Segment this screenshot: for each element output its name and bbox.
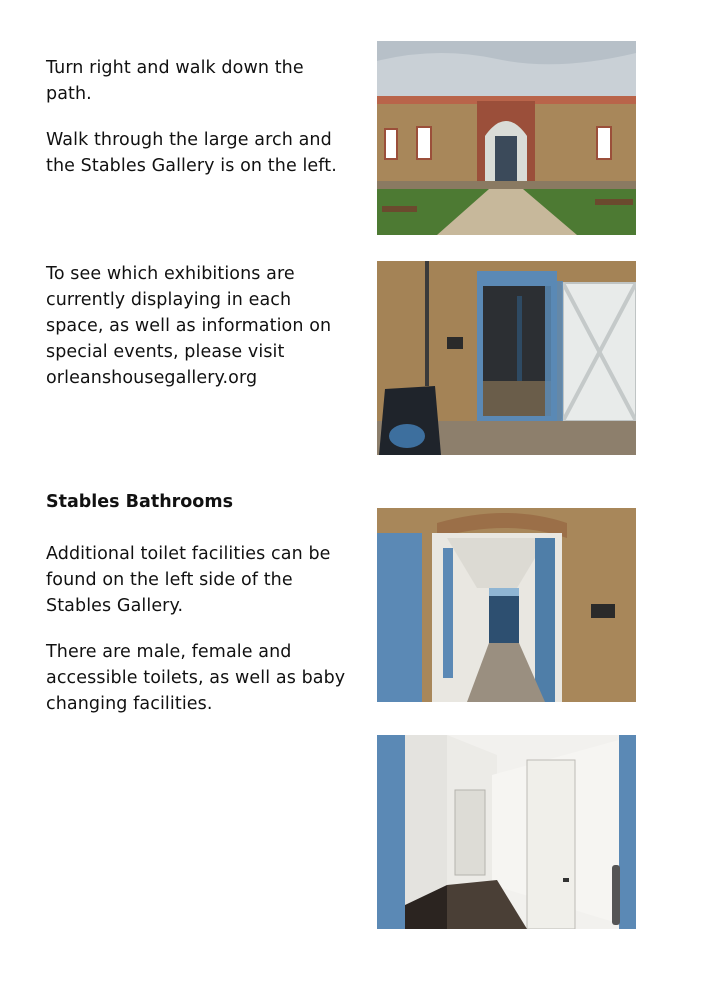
section-heading: Stables Bathrooms (46, 492, 233, 512)
direction-paragraph: Turn right and walk down the path. (46, 58, 304, 104)
bathrooms-paragraph: Additional toilet facilities can be found on the left side of the Stables Gallery. (46, 544, 331, 616)
photo-gallery-entrance (377, 261, 636, 455)
bathrooms-block (46, 489, 346, 737)
direction-paragraph: Walk through the large arch and the Stables Gallery is on the left. (46, 130, 337, 176)
bathrooms-paragraph: There are male, female and accessible toilets, as well as baby changing facilities. (46, 642, 346, 714)
photo-bathroom-corridor (377, 508, 636, 702)
exhibitions-paragraph: To see which exhibitions are currently displaying in each space, as well as information on special events, please visit orleanshousegallery.org (46, 264, 332, 388)
directions-block (46, 55, 346, 199)
photo-toilet-doors (377, 735, 636, 929)
exhibitions-info-block (46, 261, 346, 411)
photo-stables-arch (377, 41, 636, 235)
